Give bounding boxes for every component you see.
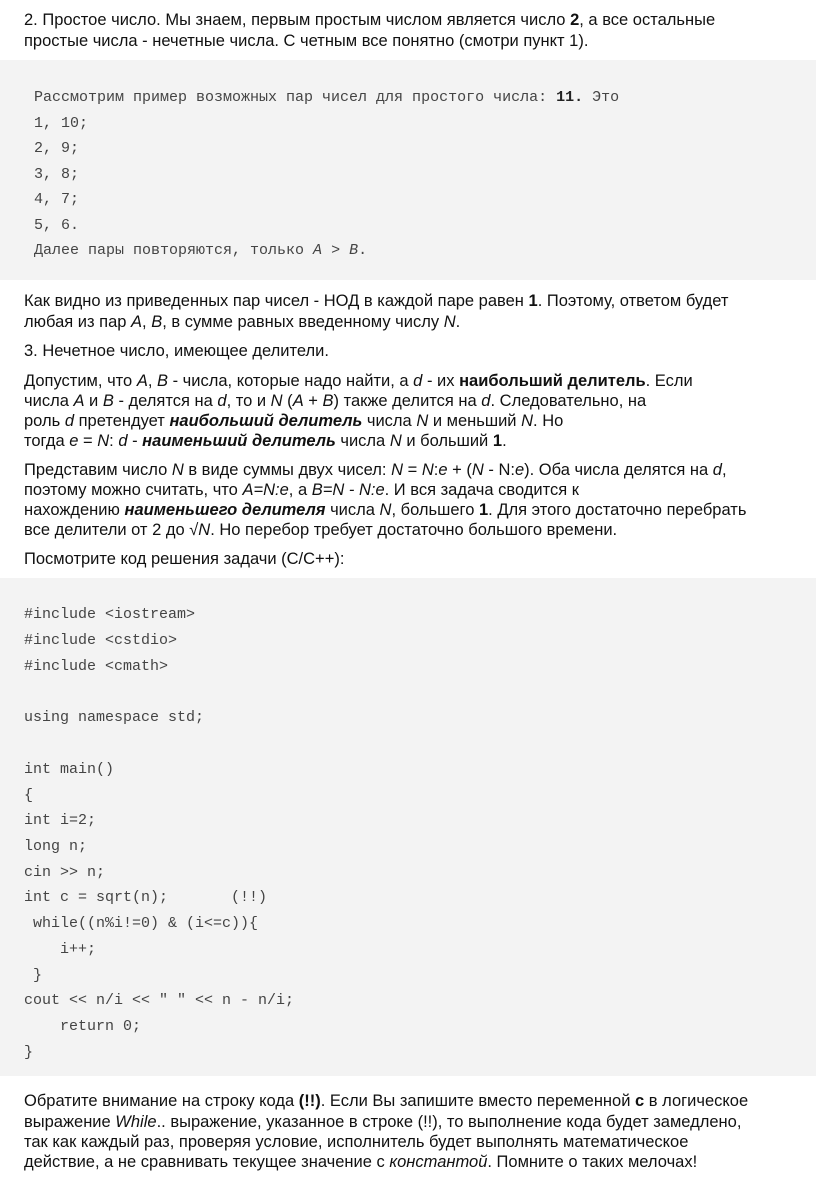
- text: выражение: [24, 1113, 116, 1131]
- divisor-line2: [24, 391, 794, 412]
- var-b: B: [151, 313, 163, 331]
- number-one: 1: [478, 501, 489, 519]
- var-n: N: [97, 432, 110, 450]
- text: .. выражение, указанное в строке (!!), то выполнение кода будет замедлено,: [156, 1113, 742, 1131]
- example-outro: [34, 242, 367, 259]
- text: - N:: [483, 461, 515, 479]
- text: ). Оба числа делятся на: [524, 461, 713, 479]
- text: - делятся на: [113, 392, 218, 410]
- term-greatest-divisor: наибольший делитель: [459, 372, 646, 390]
- text: Рассмотрим пример возможных пар чисел для простого числа:: [34, 89, 557, 106]
- code-line: }: [24, 967, 43, 984]
- text: 2. Простое число. Мы знаем, первым простым числом является число: [24, 11, 571, 29]
- final-line1: [24, 1091, 794, 1112]
- text: =: [78, 432, 98, 450]
- divisor-line3: [24, 411, 794, 432]
- divisor-line1: [24, 371, 794, 392]
- text: в виде суммы двух чисел:: [183, 461, 392, 479]
- var-e: e: [514, 461, 525, 479]
- text: . И вся задача сводится к: [384, 481, 579, 499]
- example-pair: 2, 9;: [34, 140, 80, 157]
- number-one: 1: [492, 432, 503, 450]
- text: . Следовательно, на: [490, 392, 647, 410]
- var-e: e: [69, 432, 79, 450]
- var-d: d: [481, 392, 491, 410]
- text: Как видно из приведенных пар чисел - НОД в каждой паре равен: [24, 292, 529, 310]
- var-a: A: [131, 313, 143, 331]
- text: ,: [142, 313, 152, 331]
- code-box: [0, 578, 816, 1076]
- text: , а все остальные: [579, 11, 716, 29]
- var-b: B: [349, 242, 359, 259]
- example-box: [0, 60, 816, 280]
- section2-line1: [24, 10, 794, 31]
- keyword-while: While: [115, 1113, 157, 1131]
- example-pair: 4, 7;: [34, 191, 80, 208]
- var-n: N: [171, 461, 184, 479]
- text: . Поэтому, ответом будет: [537, 292, 729, 310]
- var-d: d: [118, 432, 128, 450]
- text: числа: [335, 432, 390, 450]
- var-b: B: [322, 392, 334, 410]
- code-line: while((n%i!=0) & (i<=c)){: [24, 915, 259, 932]
- text: . Помните о таких мелочах!: [487, 1153, 698, 1171]
- text: числа: [24, 392, 74, 410]
- section3-heading: 3. Нечетное число, имеющее делители.: [24, 342, 329, 360]
- sum-line3: [24, 500, 794, 521]
- var-b: B: [102, 392, 114, 410]
- text: .: [455, 313, 461, 331]
- text: претендует: [74, 412, 170, 430]
- text: . Но перебор требует достаточно большого времени.: [210, 521, 618, 539]
- text: (: [282, 392, 293, 410]
- code-line: #include <cmath>: [24, 658, 169, 675]
- code-line: using namespace std;: [24, 709, 205, 726]
- gcd-line2: [24, 312, 794, 333]
- text: Допустим, что: [24, 372, 137, 390]
- var-a: A: [136, 372, 148, 390]
- text: также делится на: [339, 392, 482, 410]
- code-line: cin >> n;: [24, 864, 106, 881]
- text: ): [333, 392, 340, 410]
- text: . Но: [533, 412, 564, 430]
- var-n: N: [391, 461, 404, 479]
- code-line: {: [24, 787, 34, 804]
- text: любая из пар: [24, 313, 132, 331]
- var-n: N: [389, 432, 402, 450]
- number-two: 2: [570, 11, 580, 29]
- code-line: i++;: [24, 941, 97, 958]
- code-line: #include <cstdio>: [24, 632, 178, 649]
- var-d: d: [712, 461, 722, 479]
- sum-line1: [24, 460, 794, 481]
- code-line: cout << n/i << " " << n - n/i;: [24, 992, 295, 1009]
- text: роль: [24, 412, 65, 430]
- example-pair: 3, 8;: [34, 166, 80, 183]
- sum-line4: [24, 520, 794, 541]
- text: и меньший: [428, 412, 522, 430]
- var-e: e: [438, 461, 448, 479]
- text: - числа, которые надо найти, а: [168, 372, 414, 390]
- text: + (: [447, 461, 472, 479]
- var-d: d: [217, 392, 227, 410]
- var-n: N: [416, 412, 429, 430]
- term-smallest-divisor: наименьший делитель: [142, 432, 336, 450]
- text: :: [433, 461, 439, 479]
- code-line: long n;: [24, 838, 88, 855]
- text: действие, а не сравнивать текущее значение с: [24, 1153, 390, 1171]
- code-line: }: [24, 1044, 34, 1061]
- var-a: A: [313, 242, 323, 259]
- text: числа: [325, 501, 380, 519]
- divisor-line4: [24, 431, 794, 452]
- var-n: N: [421, 461, 434, 479]
- example-pair: 5, 6.: [34, 217, 80, 234]
- text: -: [127, 432, 143, 450]
- marker-double-bang: (!!): [298, 1092, 321, 1110]
- text: +: [303, 392, 323, 410]
- text: тогда: [24, 432, 70, 450]
- text: все делители от 2 до √: [24, 521, 199, 539]
- text: . Если Вы запишите вместо переменной: [320, 1092, 636, 1110]
- var-n: N: [471, 461, 484, 479]
- code-intro: Посмотрите код решения задачи (C/C++):: [24, 550, 345, 568]
- final-line4: [24, 1152, 794, 1173]
- code-line: int c = sqrt(n); (!!): [24, 889, 268, 906]
- text: ,: [721, 461, 727, 479]
- var-c: c: [635, 1092, 645, 1110]
- text: нахождению: [24, 501, 125, 519]
- text: и больший: [401, 432, 493, 450]
- text: Это: [583, 89, 620, 106]
- var-d: d: [413, 372, 423, 390]
- example-intro: [34, 89, 619, 106]
- var-d: d: [64, 412, 74, 430]
- text: - их: [422, 372, 460, 390]
- text: =: [403, 461, 422, 479]
- number-eleven: 11.: [556, 89, 584, 106]
- text: в логическое: [644, 1092, 749, 1110]
- sum-line2: [24, 480, 794, 501]
- code-line: int main(): [24, 761, 115, 778]
- text: , в сумме равных введенному числу: [162, 313, 444, 331]
- section2-line2: простые числа - нечетные числа. С четным все понятно (смотри пункт 1).: [24, 32, 589, 50]
- var-b: B: [157, 372, 169, 390]
- var-a: A: [73, 392, 85, 410]
- var-n: N: [270, 392, 283, 410]
- text: >: [322, 242, 350, 259]
- final-line3: так как каждый раз, проверяя условие, исполнитель будет выполнять математическое: [24, 1133, 689, 1151]
- example-pair: 1, 10;: [34, 115, 89, 132]
- term-smallest-divisor: наименьшего делителя: [124, 501, 326, 519]
- var-n: N: [379, 501, 392, 519]
- text: . Для этого достаточно перебрать: [488, 501, 747, 519]
- text: Далее пары повторяются, только: [34, 242, 314, 259]
- number-one: 1: [528, 292, 538, 310]
- text: .: [358, 242, 368, 259]
- gcd-line1: [24, 291, 794, 312]
- code-line: #include <iostream>: [24, 606, 196, 623]
- code-line: return 0;: [24, 1018, 142, 1035]
- text: .: [502, 432, 507, 450]
- text: Представим число: [24, 461, 172, 479]
- text: , а: [288, 481, 312, 499]
- text: :: [109, 432, 119, 450]
- text: ,: [147, 372, 157, 390]
- formula-b: B=N - N:e: [311, 481, 385, 499]
- text: числа: [362, 412, 417, 430]
- text: . Если: [645, 372, 693, 390]
- text: , то и: [226, 392, 271, 410]
- var-n: N: [198, 521, 211, 539]
- var-n: N: [443, 313, 456, 331]
- text: поэтому можно считать, что: [24, 481, 243, 499]
- term-constant: константой: [389, 1153, 488, 1171]
- var-n: N: [521, 412, 534, 430]
- var-a: A: [292, 392, 304, 410]
- final-line2: [24, 1112, 794, 1133]
- code-line: int i=2;: [24, 812, 97, 829]
- text: и: [84, 392, 103, 410]
- text: , большего: [391, 501, 479, 519]
- text: Обратите внимание на строку кода: [24, 1092, 299, 1110]
- term-greatest-divisor: наибольший делитель: [169, 412, 363, 430]
- formula-a: A=N:e: [242, 481, 289, 499]
